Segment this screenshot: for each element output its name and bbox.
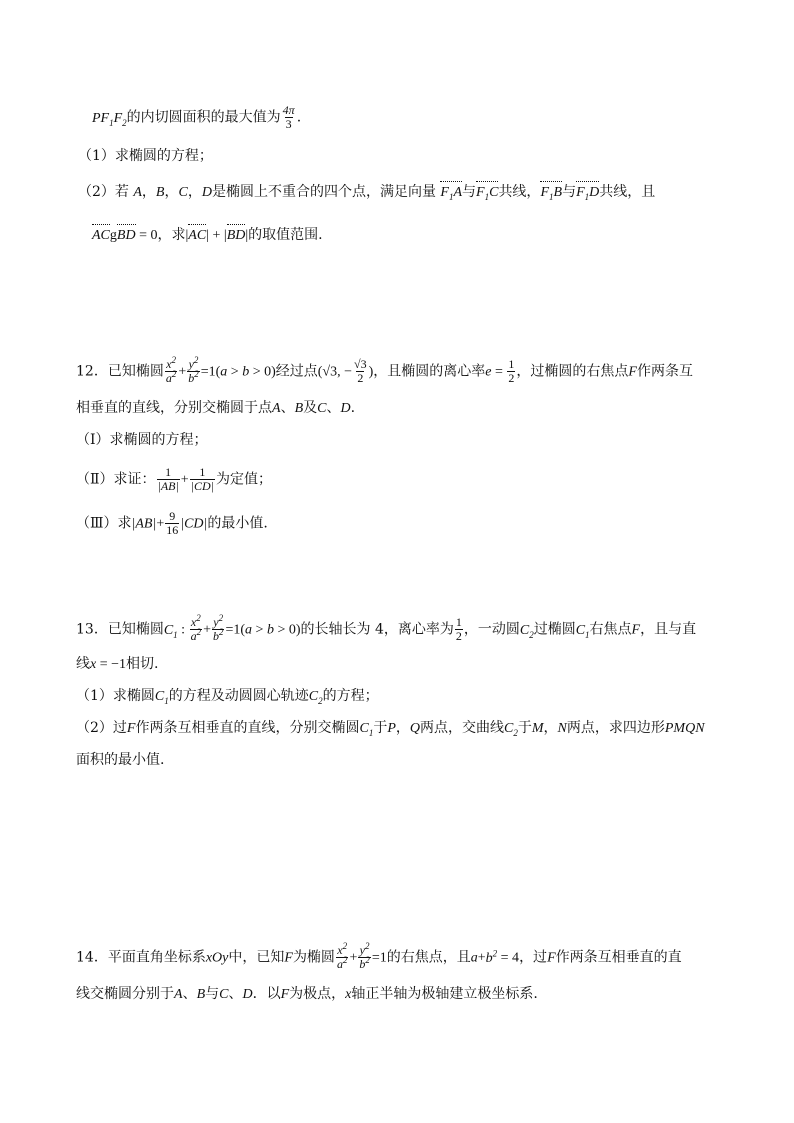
p13-line2: 线x = −1相切. xyxy=(76,656,159,672)
p12-line1: 12．已知椭圆 $\frac{x^2}{a^2}$ + $\frac{y^2}{b^2}$ =1(a > b > 0)经过点(√3, − $\frac{√3}{2}$ )，且椭圆的离心率e = $\frac{1}{2}$ ，过椭圆的右焦点F作两条互 xyxy=(76,355,693,385)
p13-line1: 13．已知椭圆$C_1$ : $\frac{x^2}{a^2}$ + $\frac{y^2}{b^2}$ =1(a > b > 0)的长轴长为 4，离心率为 $\frac{1}{2}$ ，一动圆$C_2$过椭圆$C_1$右焦点F，且与直 xyxy=(76,613,697,643)
p12-q1: （Ⅰ）求椭圆的方程； xyxy=(76,432,208,448)
p13-q2: （2）过F作两条互相垂直的直线，分别交椭圆$C_1$于P，Q两点，交曲线$C_2$于M，N两点，求四边形PMQN xyxy=(76,720,705,738)
p11-q2: （2）若 A，B，C，D是椭圆上不重合的四个点，满足向量 $F_1A$与$F_1C$共线，$F_1B$与$F_1D$共线，且 xyxy=(78,184,656,202)
p11-text: 的内切圆面积的最大值为 xyxy=(126,109,281,126)
p13-q1: （1）求椭圆$C_1$的方程及动圆圆心轨迹$C_2$的方程； xyxy=(76,688,379,706)
p12-q3: （Ⅲ）求|AB|+ $\frac{9}{16}$ |CD|的最小值. xyxy=(76,509,268,537)
p14-line1: 14．平面直角坐标系xOy中，已知F为椭圆 $\frac{x^2}{a^2}$ + $\frac{y^2}{b^2}$ =1的右焦点，且$a+b^2 = 4$，过F作两条互相垂直的直 xyxy=(76,941,682,971)
p12-q2: （Ⅱ）求证： $\frac{1}{|AB|}$ + $\frac{1}{|CD|}$ 为定值； xyxy=(76,465,272,493)
area-fraction: $\frac{4\pi}{3}$ xyxy=(282,103,295,131)
p14-line2: 线交椭圆分别于A、B与C、D．以F为极点，x轴正半轴为极轴建立极坐标系. xyxy=(76,986,538,1002)
p11-line1: $PF_1F_2$的内切圆面积的最大值为 $\frac{4\pi}{3}$ . xyxy=(92,103,302,131)
p13-q2-cont: 面积的最小值. xyxy=(76,752,165,768)
p12-line2: 相垂直的直线，分别交椭圆于点A、B及C、D. xyxy=(76,400,356,416)
triangle-label: $PF_1F_2$ xyxy=(92,110,127,128)
p11-q2-cont: ACgBD = 0，求|AC| + |BD|的取值范围. xyxy=(92,225,323,246)
p11-q1: （1）求椭圆的方程； xyxy=(78,148,213,164)
